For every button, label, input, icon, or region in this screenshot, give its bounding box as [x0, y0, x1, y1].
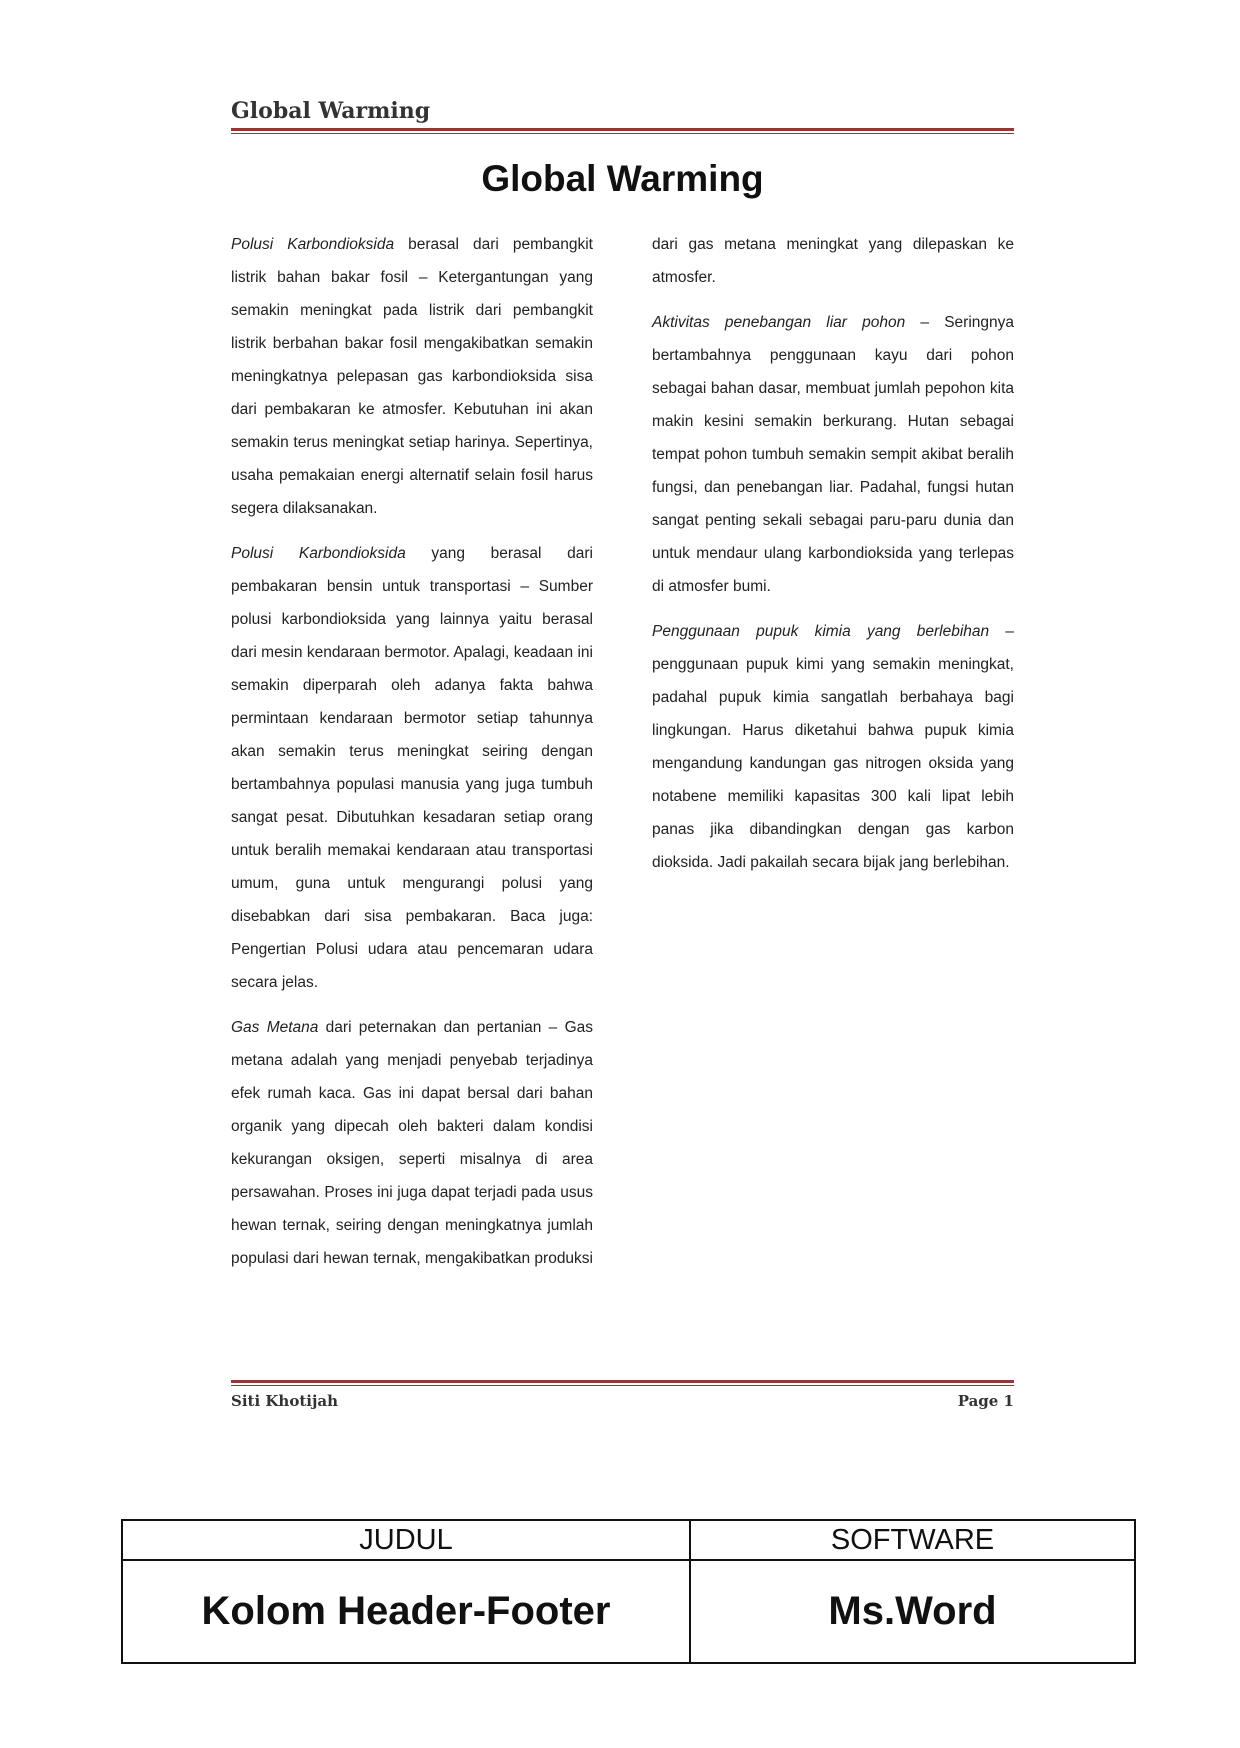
- info-table-value-row: [122, 1560, 1135, 1663]
- info-table: [121, 1519, 1136, 1664]
- paragraph-text: yang berasal dari pembakaran bensin untuk transportasi – Sumber polusi karbondioksida yang lainnya yaitu berasal dari mesin kendaraan bermotor. Apalagi, keadaan ini semakin diperparah oleh adanya fakta bahwa permintaan kendaraan bermotor setiap tahunnya akan semakin terus meningkat seiring dengan bertambahnya populasi manusia yang juga tumbuh sangat pesat. Dibutuhkan kesadaran setiap orang untuk beralih memakai kendaraan atau transportasi umum, guna untuk mengurangi polusi yang disebabkan dari sisa pembakaran. Baca juga: Pengertian Polusi udara atau pencemaran udara secara jelas.: [231, 545, 594, 991]
- paragraph-text: – Seringnya bertambahnya penggunaan kayu dari pohon sebagai bahan dasar, membuat jumlah pepohon kita makin kesini semakin berkurang. Hutan sebagai tempat pohon tumbuh semakin sempit akibat beralih fungsi, dan penebangan liar. Padahal, fungsi hutan sangat penting sekali sebagai paru-paru dunia dan untuk mendaur ulang karbondioksida yang terlepas di atmosfer bumi.: [652, 314, 1014, 595]
- paragraph: [231, 537, 593, 999]
- paragraph-lead: Aktivitas penebangan liar pohon: [652, 314, 906, 331]
- footer-author: Siti Khotijah: [231, 1392, 339, 1410]
- value-cell-title: Kolom Header-Footer: [122, 1560, 690, 1663]
- paragraph: [652, 306, 1014, 603]
- info-table-header-row: [122, 1520, 1135, 1560]
- header-cell-software: SOFTWARE: [690, 1520, 1135, 1560]
- header-rule: [231, 128, 1014, 134]
- header-cell-title: JUDUL: [122, 1520, 690, 1560]
- running-header: Global Warming: [231, 98, 431, 124]
- paragraph-lead: Polusi Karbondioksida: [231, 545, 406, 562]
- footer-rule: [231, 1380, 1014, 1386]
- paragraph: [652, 615, 1014, 879]
- paragraph: [231, 228, 593, 525]
- paragraph-lead: Penggunaan pupuk kimia yang berlebihan: [652, 623, 990, 640]
- document-title: Global Warming: [481, 158, 764, 199]
- paragraph-text: berasal dari pembangkit listrik bahan bakar fosil – Ketergantungan yang semakin meningkat pada listrik dari pembangkit listrik berbahan bakar fosil mengakibatkan semakin meningkatnya pelepasan gas karbondioksida sisa dari pembakaran ke atmosfer. Kebutuhan ini akan semakin terus meningkat setiap harinya. Sepertinya, usaha pemakaian energi alternatif selain fosil harus segera dilaksanakan.: [231, 236, 593, 517]
- footer-page-number: Page 1: [957, 1392, 1014, 1410]
- value-cell-software: Ms.Word: [690, 1560, 1135, 1663]
- body-columns: [231, 228, 1014, 1308]
- paragraph-lead: Polusi Karbondioksida: [231, 236, 395, 253]
- running-footer: [231, 1392, 1014, 1410]
- paragraph-text: dari peternakan dan pertanian – Gas metana adalah yang menjadi penyebab terjadinya efek rumah kaca. Gas ini dapat bersal dari bahan organik yang dipecah oleh bakteri dalam kondisi kekurangan oksigen, seperti misalnya di area persawahan. Proses ini juga dapat terjadi pada usus hewan ternak, seiring dengan meningkatnya jumlah populasi dari hewan ternak, mengakibatkan produksi dari gas metana meningkat yang dilepaskan ke atmosfer.: [231, 236, 1014, 1267]
- paragraph-text: – penggunaan pupuk kimi yang semakin meningkat, padahal pupuk kimia sangatlah berbahaya bagi lingkungan. Harus diketahui bahwa pupuk kimia mengandung kandungan gas nitrogen oksida yang notabene memiliki kapasitas 300 kali lipat lebih panas jika dibandingkan dengan gas karbon dioksida. Jadi pakailah secara bijak jang berlebihan.: [652, 623, 1014, 871]
- paragraph-lead: Gas Metana: [231, 1019, 319, 1036]
